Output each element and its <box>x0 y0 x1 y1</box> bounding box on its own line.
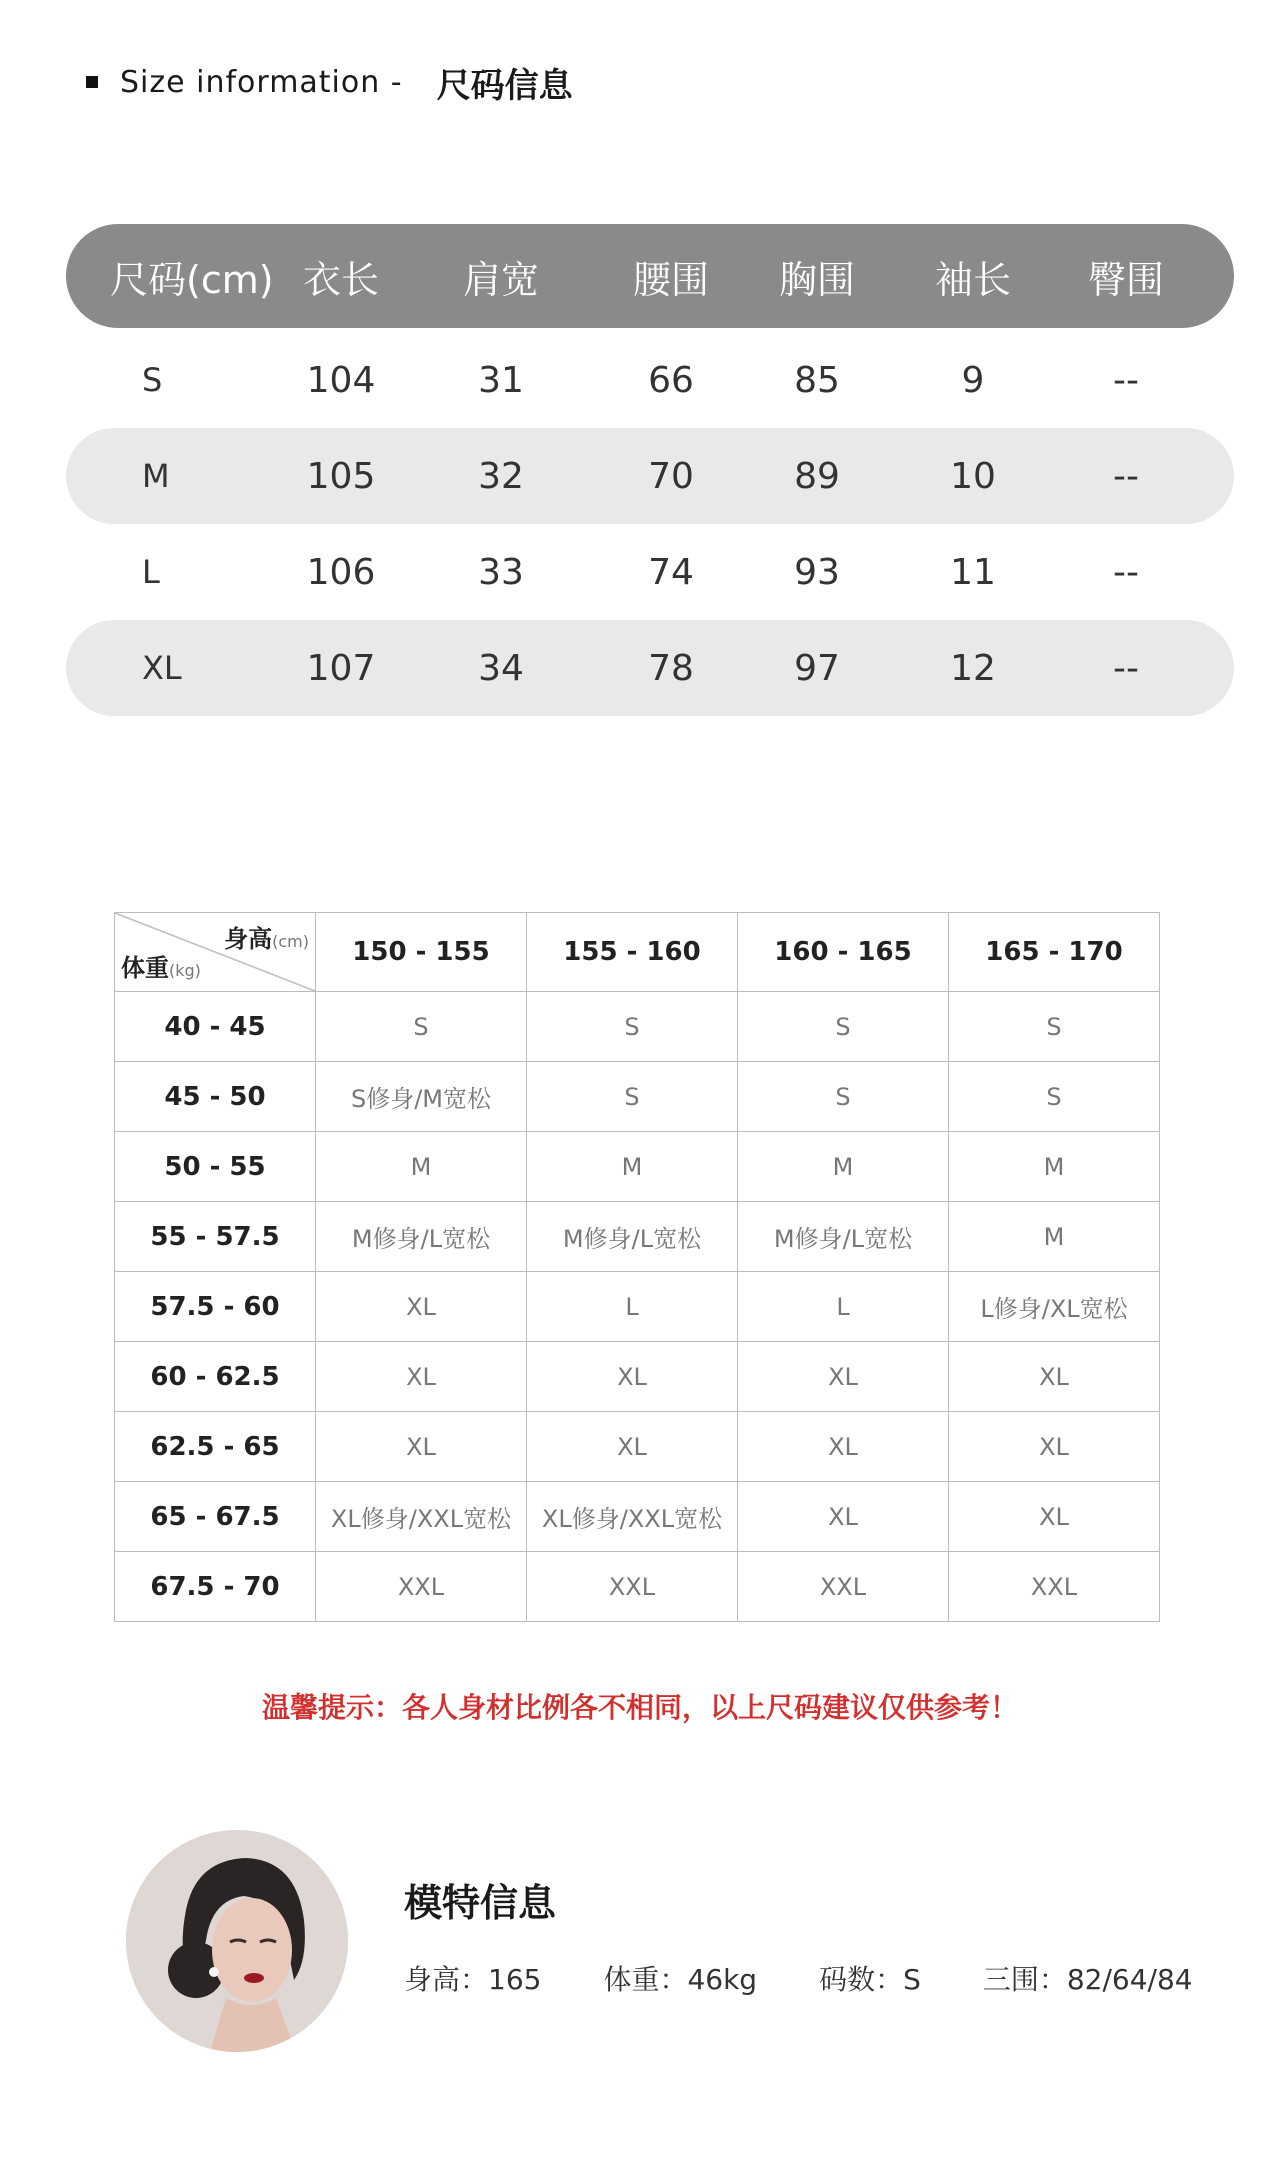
rec-cell: XL <box>949 1342 1160 1412</box>
model-avatar <box>126 1830 348 2052</box>
rec-cell: S <box>949 992 1160 1062</box>
size-value: -- <box>1113 455 1139 497</box>
rec-cell: XL <box>738 1412 949 1482</box>
rec-cell: XL <box>949 1412 1160 1482</box>
weight-range: 65 - 67.5 <box>115 1482 316 1552</box>
rec-cell: S <box>527 1062 738 1132</box>
size-value: 93 <box>794 551 840 593</box>
corner-height-label: 身高(cm) <box>224 925 309 953</box>
rec-row <box>115 1272 1160 1342</box>
model-height: 身高：165 <box>404 1963 542 1996</box>
rec-row <box>115 1552 1160 1622</box>
model-measurements: 三围：82/64/84 <box>982 1963 1193 1996</box>
size-label: XL <box>142 649 182 687</box>
weight-range: 40 - 45 <box>115 992 316 1062</box>
section-title-cn: 尺码信息 <box>436 65 573 106</box>
size-label: S <box>142 361 163 399</box>
weight-range: 50 - 55 <box>115 1132 316 1202</box>
size-value: 97 <box>794 647 840 689</box>
rec-cell: XL <box>527 1412 738 1482</box>
weight-range: 67.5 - 70 <box>115 1552 316 1622</box>
size-value: 89 <box>794 455 840 497</box>
size-note: 温馨提示：各人身材比例各不相同，以上尺码建议仅供参考！ <box>261 1691 1018 1724</box>
header-length: 衣长 <box>302 257 379 302</box>
size-value: 85 <box>794 359 840 401</box>
corner-weight-label: 体重(kg) <box>121 954 201 982</box>
header-hip: 臀围 <box>1087 257 1164 302</box>
size-value: 12 <box>950 647 996 689</box>
rec-cell: M修身/L宽松 <box>527 1202 738 1272</box>
size-row-m <box>66 428 1234 524</box>
rec-cell: XL <box>738 1482 949 1552</box>
size-row-s <box>66 332 1234 428</box>
size-value: 33 <box>478 551 524 593</box>
rec-row <box>115 1482 1160 1552</box>
rec-cell: M <box>949 1202 1160 1272</box>
size-value: 106 <box>306 551 376 593</box>
size-table <box>66 224 1234 716</box>
rec-cell: S <box>527 992 738 1062</box>
rec-corner-cell <box>115 913 316 992</box>
rec-cell: S <box>738 1062 949 1132</box>
rec-cell: M <box>738 1132 949 1202</box>
rec-cell: XL <box>738 1342 949 1412</box>
height-range: 150 - 155 <box>316 913 527 992</box>
rec-cell: XL <box>527 1342 738 1412</box>
size-value: 11 <box>950 551 996 593</box>
section-title-en: Size information - <box>120 64 403 100</box>
size-value: 31 <box>478 359 524 401</box>
rec-cell: M <box>527 1132 738 1202</box>
header-sleeve: 袖长 <box>934 257 1011 302</box>
weight-range: 55 - 57.5 <box>115 1202 316 1272</box>
rec-cell: L修身/XL宽松 <box>949 1272 1160 1342</box>
size-row-xl <box>66 620 1234 716</box>
rec-cell: S修身/M宽松 <box>316 1062 527 1132</box>
rec-row <box>115 992 1160 1062</box>
rec-cell: S <box>316 992 527 1062</box>
rec-cell: XXL <box>949 1552 1160 1622</box>
rec-cell: XXL <box>316 1552 527 1622</box>
model-portrait-image <box>126 1830 348 2052</box>
rec-row <box>115 1342 1160 1412</box>
rec-cell: S <box>738 992 949 1062</box>
section-title <box>86 62 573 106</box>
rec-cell: M修身/L宽松 <box>316 1202 527 1272</box>
rec-cell: XL <box>316 1272 527 1342</box>
corner-weight-unit: (kg) <box>169 961 201 980</box>
size-value: 66 <box>648 359 694 401</box>
header-shoulder: 肩宽 <box>462 257 539 302</box>
rec-cell: S <box>949 1062 1160 1132</box>
weight-range: 57.5 - 60 <box>115 1272 316 1342</box>
size-label: L <box>142 553 160 591</box>
rec-cell: XL <box>316 1412 527 1482</box>
rec-row <box>115 1202 1160 1272</box>
size-value: 32 <box>478 455 524 497</box>
rec-cell: M <box>316 1132 527 1202</box>
size-value: 104 <box>306 359 376 401</box>
corner-height-unit: (cm) <box>272 932 309 951</box>
size-value: 10 <box>950 455 996 497</box>
rec-cell: M修身/L宽松 <box>738 1202 949 1272</box>
model-info-title: 模特信息 <box>404 1881 557 1925</box>
size-row-l <box>66 524 1234 620</box>
rec-cell: L <box>738 1272 949 1342</box>
size-value: 70 <box>648 455 694 497</box>
rec-cell: M <box>949 1132 1160 1202</box>
rec-cell: XL <box>949 1482 1160 1552</box>
rec-cell: XL修身/XXL宽松 <box>316 1482 527 1552</box>
rec-cell: XL <box>316 1342 527 1412</box>
header-waist: 腰围 <box>632 257 709 302</box>
size-value: 9 <box>961 359 985 401</box>
header-bust: 胸围 <box>778 257 855 302</box>
rec-header-row <box>115 913 1160 992</box>
size-value: 107 <box>306 647 376 689</box>
rec-cell: XXL <box>738 1552 949 1622</box>
header-size: 尺码(cm) <box>110 257 274 302</box>
rec-row <box>115 1412 1160 1482</box>
model-size: 码数：S <box>819 1963 921 1996</box>
size-value: -- <box>1113 647 1139 689</box>
model-weight: 体重：46kg <box>603 1963 758 1996</box>
rec-cell: XXL <box>527 1552 738 1622</box>
size-value: -- <box>1113 359 1139 401</box>
size-value: 78 <box>648 647 694 689</box>
size-value: 74 <box>648 551 694 593</box>
size-recommendation-table <box>114 912 1160 1622</box>
model-stats <box>404 1958 1193 1998</box>
size-value: -- <box>1113 551 1139 593</box>
weight-range: 60 - 62.5 <box>115 1342 316 1412</box>
size-table-header <box>66 224 1234 328</box>
height-range: 165 - 170 <box>949 913 1160 992</box>
rec-row <box>115 1132 1160 1202</box>
height-range: 155 - 160 <box>527 913 738 992</box>
height-range: 160 - 165 <box>738 913 949 992</box>
rec-row <box>115 1062 1160 1132</box>
size-value: 105 <box>306 455 376 497</box>
rec-cell: L <box>527 1272 738 1342</box>
rec-cell: XL修身/XXL宽松 <box>527 1482 738 1552</box>
weight-range: 62.5 - 65 <box>115 1412 316 1482</box>
bullet-icon <box>86 76 98 88</box>
size-value: 34 <box>478 647 524 689</box>
weight-range: 45 - 50 <box>115 1062 316 1132</box>
size-label: M <box>142 457 170 495</box>
